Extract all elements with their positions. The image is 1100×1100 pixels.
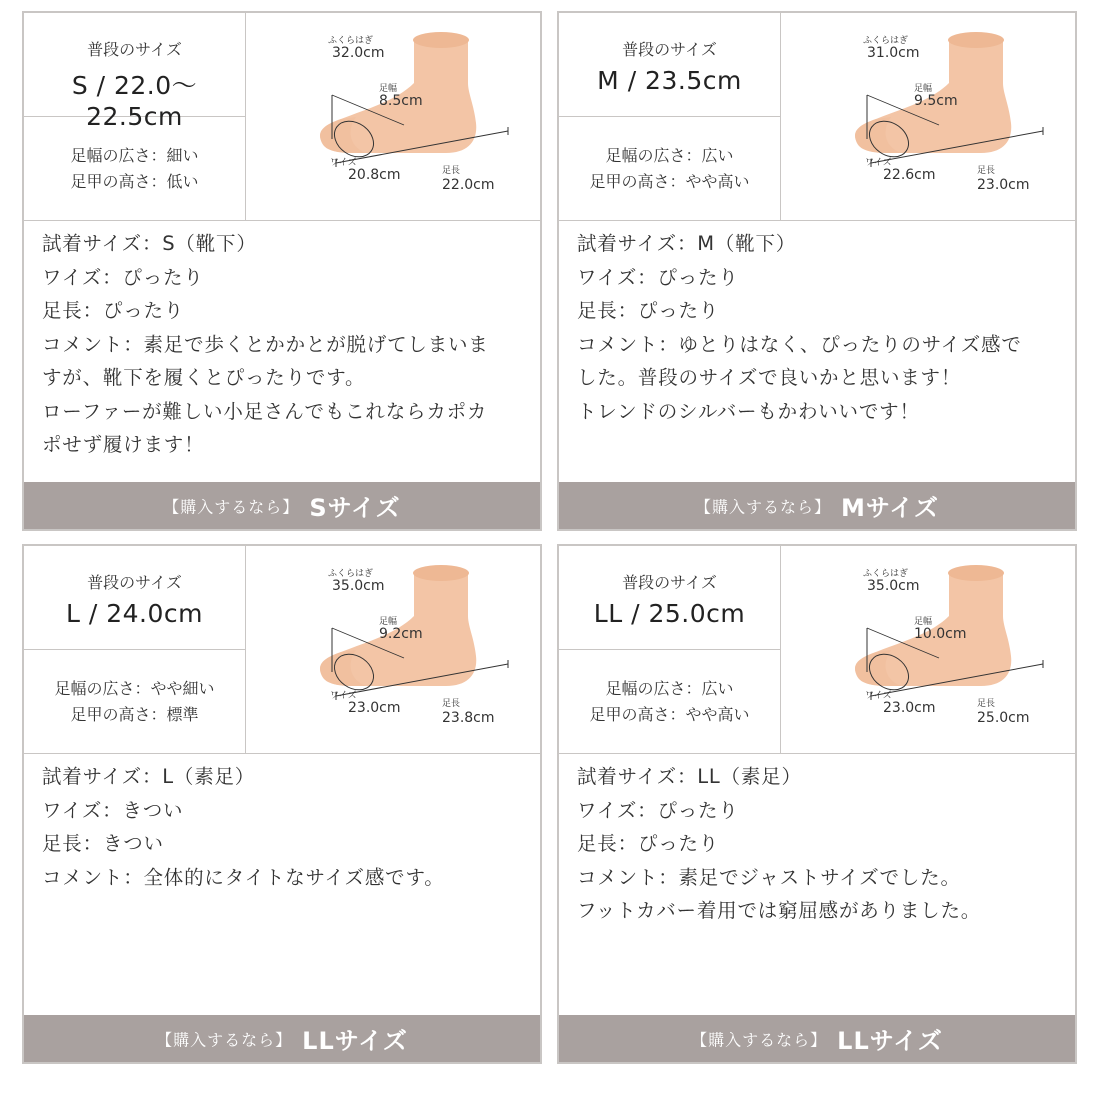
recommendation-bar bbox=[559, 482, 1075, 529]
recommended-size: Mサイズ bbox=[841, 493, 939, 522]
usual-size-label: 普段のサイズ bbox=[87, 40, 182, 59]
comment-line: ワイズ：ぴったり bbox=[42, 265, 204, 289]
usual-size-box bbox=[24, 546, 246, 650]
length-value: 22.0cm bbox=[442, 177, 495, 193]
comment-line: ワイズ：きつい bbox=[42, 798, 184, 822]
foot-illustration bbox=[781, 546, 1077, 753]
usual-size-box bbox=[24, 13, 246, 131]
foot-width-text: 足幅の広さ：やや細い bbox=[54, 678, 215, 698]
usual-size-value: M / 23.5cm bbox=[597, 66, 742, 95]
comment-line: 試着サイズ：S（靴下） bbox=[42, 232, 257, 255]
width-value: 8.5cm bbox=[379, 93, 423, 109]
usual-size-label: 普段のサイズ bbox=[622, 40, 717, 59]
wise-value: 23.0cm bbox=[883, 700, 936, 716]
length-label: 足長 bbox=[977, 699, 996, 709]
instep-height-text: 足甲の高さ：標準 bbox=[70, 704, 199, 724]
size-review-card bbox=[557, 11, 1077, 531]
foot-measurement-illustration bbox=[781, 13, 1077, 220]
calf-label: ふくらはぎ bbox=[328, 569, 374, 579]
width-value: 10.0cm bbox=[914, 626, 967, 642]
width-value: 9.5cm bbox=[914, 93, 958, 109]
comment-line: コメント：ゆとりはなく、ぴったりのサイズ感で bbox=[577, 332, 1022, 356]
calf-value: 35.0cm bbox=[332, 578, 385, 594]
calf-top-shape bbox=[948, 565, 1004, 581]
calf-top-shape bbox=[948, 32, 1004, 48]
calf-top-shape bbox=[413, 565, 469, 581]
comment-line: ポせず履けます！ bbox=[42, 433, 205, 456]
foot-width-text: 足幅の広さ：広い bbox=[605, 145, 734, 165]
usual-size-label: 普段のサイズ bbox=[87, 573, 182, 592]
length-label: 足長 bbox=[977, 166, 996, 176]
comment-line: コメント：素足で歩くとかかとが脱げてしまいま bbox=[42, 332, 489, 356]
fitting-comment bbox=[559, 753, 1075, 1019]
recommendation-bar bbox=[24, 1015, 540, 1062]
recommended-size: LLサイズ bbox=[837, 1026, 943, 1055]
length-label: 足長 bbox=[442, 166, 461, 176]
comment-line: トレンドのシルバーもかわいいです！ bbox=[577, 399, 920, 423]
foot-measurement-illustration bbox=[246, 13, 542, 220]
recommendation-prefix: 【購入するなら】 bbox=[691, 1030, 828, 1050]
foot-width-text: 足幅の広さ：細い bbox=[70, 145, 199, 165]
comment-line: 試着サイズ：LL（素足） bbox=[577, 765, 802, 788]
size-review-card bbox=[557, 544, 1077, 1064]
fitting-comment bbox=[559, 220, 1075, 486]
usual-size-value: S / 22.0〜22.5cm bbox=[71, 71, 198, 131]
length-label: 足長 bbox=[442, 699, 461, 709]
calf-label: ふくらはぎ bbox=[328, 36, 374, 46]
instep-height-text: 足甲の高さ：やや高い bbox=[589, 171, 750, 191]
comment-line: 足長：きつい bbox=[42, 832, 164, 855]
foot-shape-box bbox=[559, 650, 781, 753]
comment-line: コメント：素足でジャストサイズでした。 bbox=[577, 865, 961, 889]
wise-label: ワイズ bbox=[330, 158, 357, 168]
width-label: 足幅 bbox=[379, 84, 398, 94]
foot-measurement-illustration bbox=[781, 546, 1077, 753]
width-label: 足幅 bbox=[914, 84, 933, 94]
comment-line: ワイズ：ぴったり bbox=[577, 265, 739, 289]
foot-width-text: 足幅の広さ：広い bbox=[605, 678, 734, 698]
foot-illustration bbox=[781, 13, 1077, 220]
width-value: 9.2cm bbox=[379, 626, 423, 642]
usual-size-value: LL / 25.0cm bbox=[593, 599, 746, 628]
recommendation-bar bbox=[24, 482, 540, 529]
length-value: 23.0cm bbox=[977, 177, 1030, 193]
wise-label: ワイズ bbox=[865, 691, 892, 701]
usual-size-value: L / 24.0cm bbox=[65, 599, 203, 628]
length-value: 25.0cm bbox=[977, 710, 1030, 726]
calf-top-shape bbox=[413, 32, 469, 48]
length-value: 23.8cm bbox=[442, 710, 495, 726]
foot-illustration bbox=[246, 13, 542, 220]
wise-value: 23.0cm bbox=[348, 700, 401, 716]
calf-label: ふくらはぎ bbox=[863, 36, 909, 46]
wise-label: ワイズ bbox=[330, 691, 357, 701]
comment-line: コメント：全体的にタイトなサイズ感です。 bbox=[42, 865, 445, 889]
calf-value: 32.0cm bbox=[332, 45, 385, 61]
calf-value: 35.0cm bbox=[867, 578, 920, 594]
usual-size-box bbox=[559, 13, 781, 117]
recommendation-bar bbox=[559, 1015, 1075, 1062]
wise-value: 22.6cm bbox=[883, 167, 936, 183]
comment-line: ローファーが難しい小足さんでもこれならカポカ bbox=[42, 399, 488, 423]
foot-shape-box bbox=[24, 650, 246, 753]
calf-label: ふくらはぎ bbox=[863, 569, 909, 579]
fitting-comment bbox=[24, 753, 540, 1019]
recommended-size: Sサイズ bbox=[309, 493, 401, 522]
foot-shape-box bbox=[559, 117, 781, 220]
size-review-card bbox=[22, 11, 542, 531]
comment-line: した。普段のサイズで良いかと思います！ bbox=[577, 366, 962, 389]
foot-illustration bbox=[246, 546, 542, 753]
usual-size-box bbox=[559, 546, 781, 650]
width-label: 足幅 bbox=[379, 617, 398, 627]
foot-shape-box bbox=[24, 117, 246, 220]
comment-line: ワイズ：ぴったり bbox=[577, 798, 739, 822]
size-review-card bbox=[22, 544, 542, 1064]
recommendation-prefix: 【購入するなら】 bbox=[163, 497, 300, 517]
instep-height-text: 足甲の高さ：やや高い bbox=[589, 704, 750, 724]
recommendation-prefix: 【購入するなら】 bbox=[156, 1030, 293, 1050]
comment-line: すが、靴下を履くとぴったりです。 bbox=[42, 366, 366, 389]
instep-height-text: 足甲の高さ：低い bbox=[70, 171, 199, 191]
comment-line: 足長：ぴったり bbox=[577, 832, 720, 855]
foot-measurement-illustration bbox=[246, 546, 542, 753]
recommendation-prefix: 【購入するなら】 bbox=[695, 497, 832, 517]
comment-line: 試着サイズ：M（靴下） bbox=[577, 232, 797, 255]
usual-size-label: 普段のサイズ bbox=[622, 573, 717, 592]
comment-line: 足長：ぴったり bbox=[577, 299, 720, 322]
comment-line: フットカバー着用では窮屈感がありました。 bbox=[577, 899, 982, 922]
comment-line: 試着サイズ：L（素足） bbox=[42, 765, 256, 788]
recommended-size: LLサイズ bbox=[302, 1026, 408, 1055]
wise-value: 20.8cm bbox=[348, 167, 401, 183]
fitting-comment bbox=[24, 220, 540, 486]
comment-line: 足長：ぴったり bbox=[42, 299, 185, 322]
wise-label: ワイズ bbox=[865, 158, 892, 168]
calf-value: 31.0cm bbox=[867, 45, 920, 61]
width-label: 足幅 bbox=[914, 617, 933, 627]
